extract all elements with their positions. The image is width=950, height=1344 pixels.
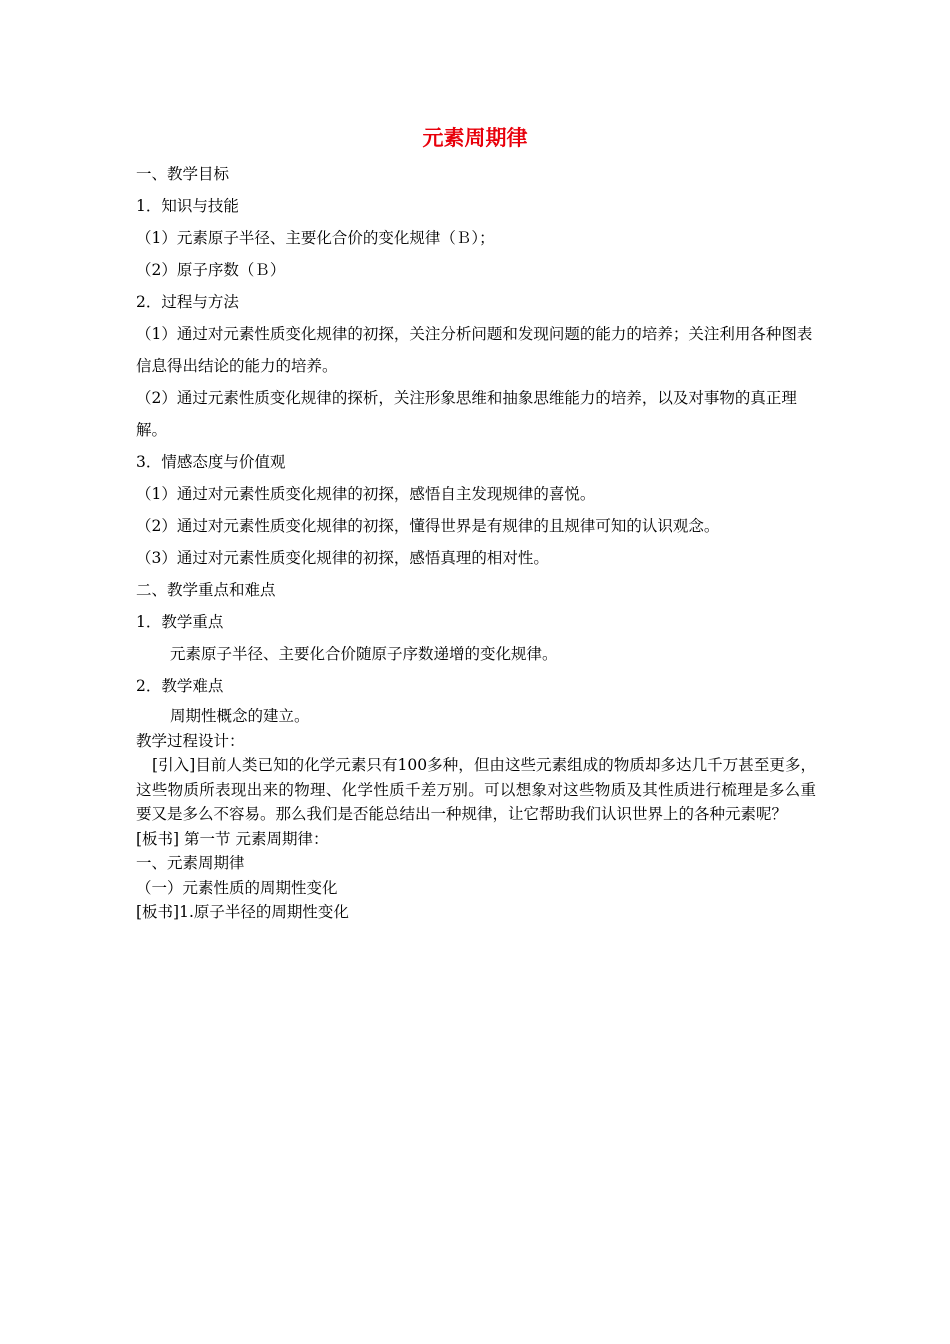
page-title: 元素周期律 bbox=[422, 126, 528, 150]
intro-paragraph: [引入]目前人类已知的化学元素只有100多种，但由这些元素组成的物质却多达几千万甚至更多，这些物质所表现出来的物理、化学性质千差万别。可以想象对这些物质及其性质进行梳理是多么重要又是多么不容易。那么我们是否能总结出一种规律，让它帮助我们认识世界上的各种元素呢？ bbox=[136, 756, 816, 823]
subsection-heading: （一）元素性质的周期性变化 bbox=[136, 878, 338, 897]
attitude-item: （3）通过对元素性质变化规律的初探，感悟真理的相对性。 bbox=[136, 549, 549, 567]
process-item: （1）通过对元素性质变化规律的初探，关注分析问题和发现问题的能力的培养；关注利用各种图表信息得出结论的能力的培养。 bbox=[136, 325, 813, 375]
knowledge-item: （1）元素原子半径、主要化合价的变化规律（Ｂ）； bbox=[136, 229, 495, 247]
process-methods-heading: 2．过程与方法 bbox=[136, 293, 239, 311]
knowledge-item: （2）原子序数（Ｂ） bbox=[136, 261, 286, 279]
difficulty-heading: 2．教学难点 bbox=[136, 677, 224, 695]
teaching-process-section bbox=[136, 707, 816, 925]
keypoints-heading: 二、教学重点和难点 bbox=[136, 581, 276, 599]
difficulty-text: 周期性概念的建立。 bbox=[170, 707, 310, 725]
attitude-values-heading: 3．情感态度与价值观 bbox=[136, 453, 286, 471]
process-design-heading: 教学过程设计： bbox=[136, 731, 245, 750]
board-note-1: [板书] 第一节 元素周期律： bbox=[136, 829, 329, 848]
board-note-2: [板书]1.原子半径的周期性变化 bbox=[136, 903, 349, 921]
focus-text: 元素原子半径、主要化合价随原子序数递增的变化规律。 bbox=[170, 645, 558, 663]
process-item: （2）通过元素性质变化规律的探析，关注形象思维和抽象思维能力的培养，以及对事物的真正理解。 bbox=[136, 389, 797, 439]
focus-heading: 1．教学重点 bbox=[136, 613, 224, 631]
objectives-heading: 一、教学目标 bbox=[136, 165, 230, 183]
knowledge-skills-heading: 1．知识与技能 bbox=[136, 197, 239, 215]
attitude-item: （2）通过对元素性质变化规律的初探，懂得世界是有规律的且规律可知的认识观念。 bbox=[136, 517, 720, 535]
attitude-item: （1）通过对元素性质变化规律的初探，感悟自主发现规律的喜悦。 bbox=[136, 485, 596, 503]
teaching-objectives-section bbox=[136, 158, 816, 702]
section-heading: 一、元素周期律 bbox=[136, 854, 245, 872]
